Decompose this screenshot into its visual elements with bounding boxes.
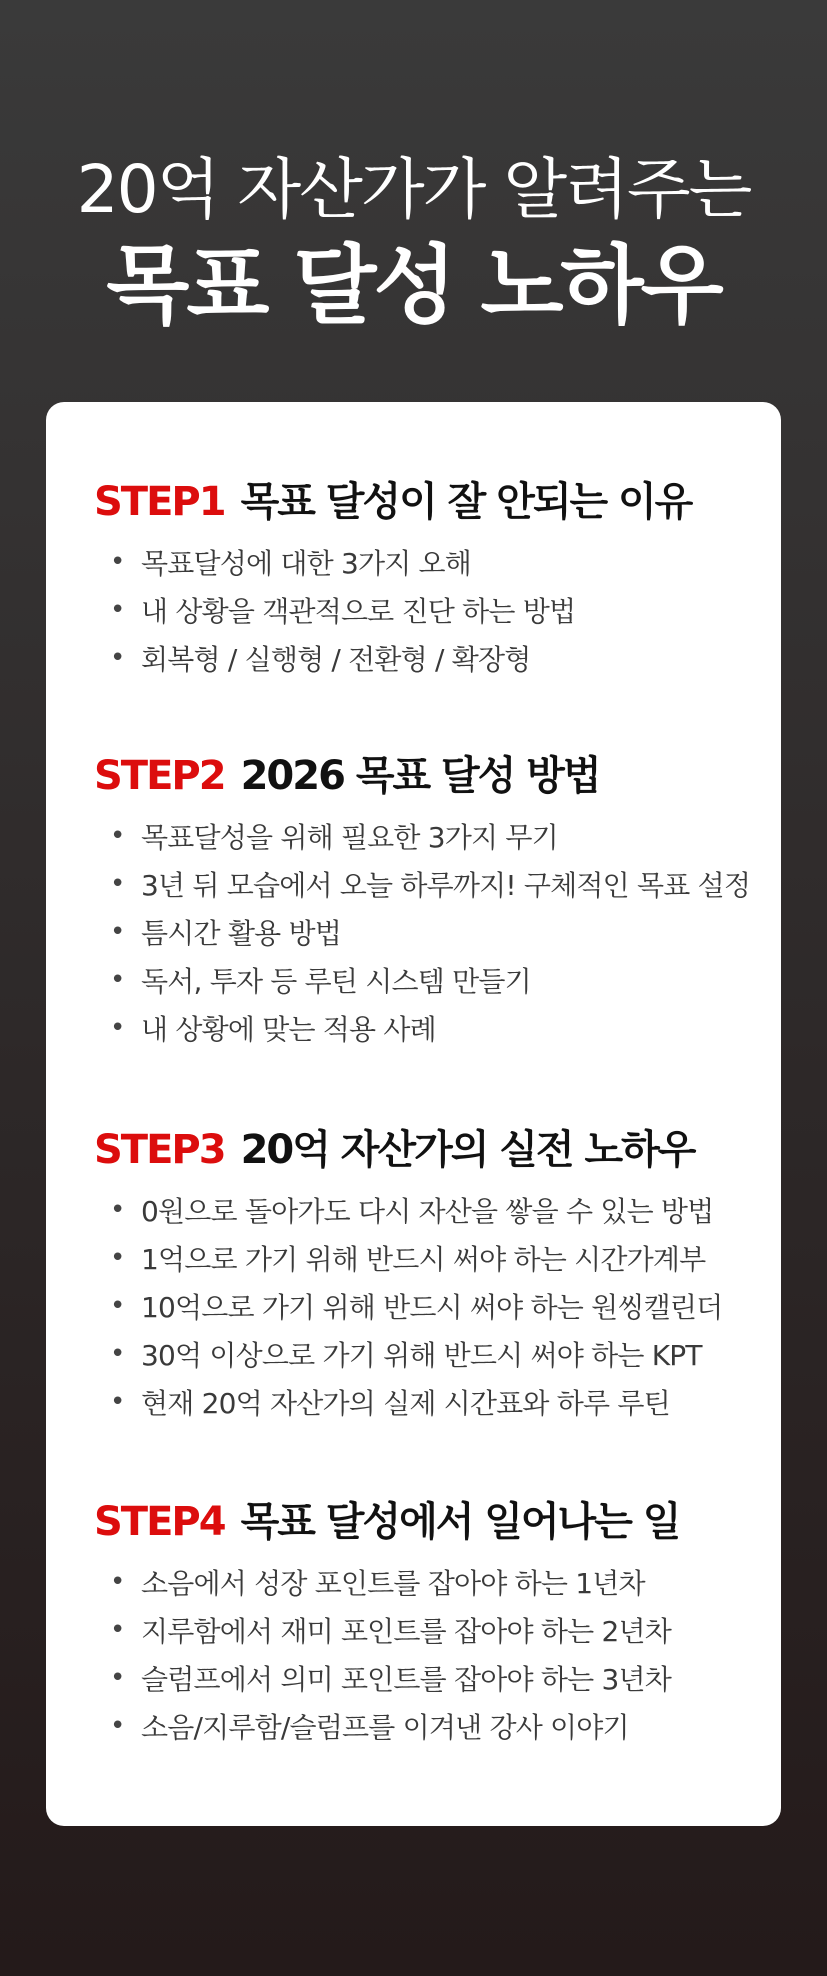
step-title: 목표 달성이 잘 안되는 이유 [240, 479, 692, 525]
bullet-icon: • [110, 1013, 126, 1043]
list-item [94, 1330, 774, 1378]
list-item-text: 소음/지루함/슬럼프를 이겨낸 강사 이야기 [141, 1711, 629, 1744]
bullet-icon: • [110, 821, 126, 851]
list-item-text: 30억 이상으로 가기 위해 반드시 써야 하는 KPT [141, 1339, 702, 1372]
list-item [94, 1186, 774, 1234]
step-label: STEP1 [94, 479, 225, 525]
bullet-icon: • [110, 1291, 126, 1321]
list-item-text: 소음에서 성장 포인트를 잡아야 하는 1년차 [141, 1567, 645, 1600]
step-section-4 [94, 1490, 774, 1750]
bullet-icon: • [110, 1663, 126, 1693]
bullet-icon: • [110, 1195, 126, 1225]
step-title: 20억 자산가의 실전 노하우 [240, 1127, 695, 1173]
list-item-text: 독서, 투자 등 루틴 시스템 만들기 [141, 965, 531, 998]
list-item [94, 586, 774, 634]
step-title: 2026 목표 달성 방법 [240, 753, 600, 799]
step-item-list [94, 538, 774, 682]
list-item-text: 틈시간 활용 방법 [141, 917, 341, 950]
list-item-text: 회복형 / 실행형 / 전환형 / 확장형 [141, 643, 531, 676]
bullet-icon: • [110, 595, 126, 625]
list-item [94, 1234, 774, 1282]
list-item-text: 10억으로 가기 위해 반드시 써야 하는 원씽캘린더 [141, 1291, 723, 1324]
bullet-icon: • [110, 643, 126, 673]
list-item [94, 634, 774, 682]
step-label: STEP4 [94, 1499, 225, 1545]
list-item-text: 지루함에서 재미 포인트를 잡아야 하는 2년차 [141, 1615, 671, 1648]
list-item [94, 1558, 774, 1606]
list-item-text: 내 상황에 맞는 적용 사례 [141, 1013, 436, 1046]
hero-title: 목표 달성 노하우 [106, 236, 721, 337]
step-label: STEP2 [94, 753, 225, 799]
bullet-icon: • [110, 1711, 126, 1741]
list-item-text: 현재 20억 자산가의 실제 시간표와 하루 루틴 [141, 1387, 670, 1420]
step-heading [94, 744, 774, 800]
hero-heading [0, 150, 827, 338]
list-item-text: 내 상황을 객관적으로 진단 하는 방법 [141, 595, 576, 628]
list-item [94, 1004, 774, 1052]
list-item [94, 956, 774, 1004]
hero-subtitle: 20억 자산가가 알려주는 [76, 151, 751, 228]
step-section-2 [94, 744, 774, 1052]
list-item-text: 목표달성을 위해 필요한 3가지 무기 [141, 821, 558, 854]
bullet-icon: • [110, 965, 126, 995]
list-item [94, 1654, 774, 1702]
list-item-text: 슬럼프에서 의미 포인트를 잡아야 하는 3년차 [141, 1663, 671, 1696]
bullet-icon: • [110, 1567, 126, 1597]
list-item [94, 1606, 774, 1654]
step-heading [94, 470, 774, 526]
list-item [94, 908, 774, 956]
step-item-list [94, 1186, 774, 1426]
list-item-text: 1억으로 가기 위해 반드시 써야 하는 시간가계부 [141, 1243, 706, 1276]
list-item [94, 1702, 774, 1750]
list-item-text: 0원으로 돌아가도 다시 자산을 쌓을 수 있는 방법 [141, 1195, 714, 1228]
bullet-icon: • [110, 917, 126, 947]
bullet-icon: • [110, 1243, 126, 1273]
list-item-text: 3년 뒤 모습에서 오늘 하루까지! 구체적인 목표 설정 [141, 869, 751, 902]
bullet-icon: • [110, 1387, 126, 1417]
step-label: STEP3 [94, 1127, 225, 1173]
step-item-list [94, 812, 774, 1052]
bullet-icon: • [110, 547, 126, 577]
bullet-icon: • [110, 869, 126, 899]
step-title: 목표 달성에서 일어나는 일 [240, 1499, 680, 1545]
list-item [94, 1282, 774, 1330]
list-item [94, 538, 774, 586]
list-item [94, 812, 774, 860]
bullet-icon: • [110, 1615, 126, 1645]
step-section-3 [94, 1118, 774, 1426]
step-heading [94, 1490, 774, 1546]
list-item [94, 860, 774, 908]
bullet-icon: • [110, 1339, 126, 1369]
curriculum-card [46, 402, 781, 1826]
step-section-1 [94, 470, 774, 682]
step-item-list [94, 1558, 774, 1750]
list-item [94, 1378, 774, 1426]
step-heading [94, 1118, 774, 1174]
list-item-text: 목표달성에 대한 3가지 오해 [141, 547, 472, 580]
